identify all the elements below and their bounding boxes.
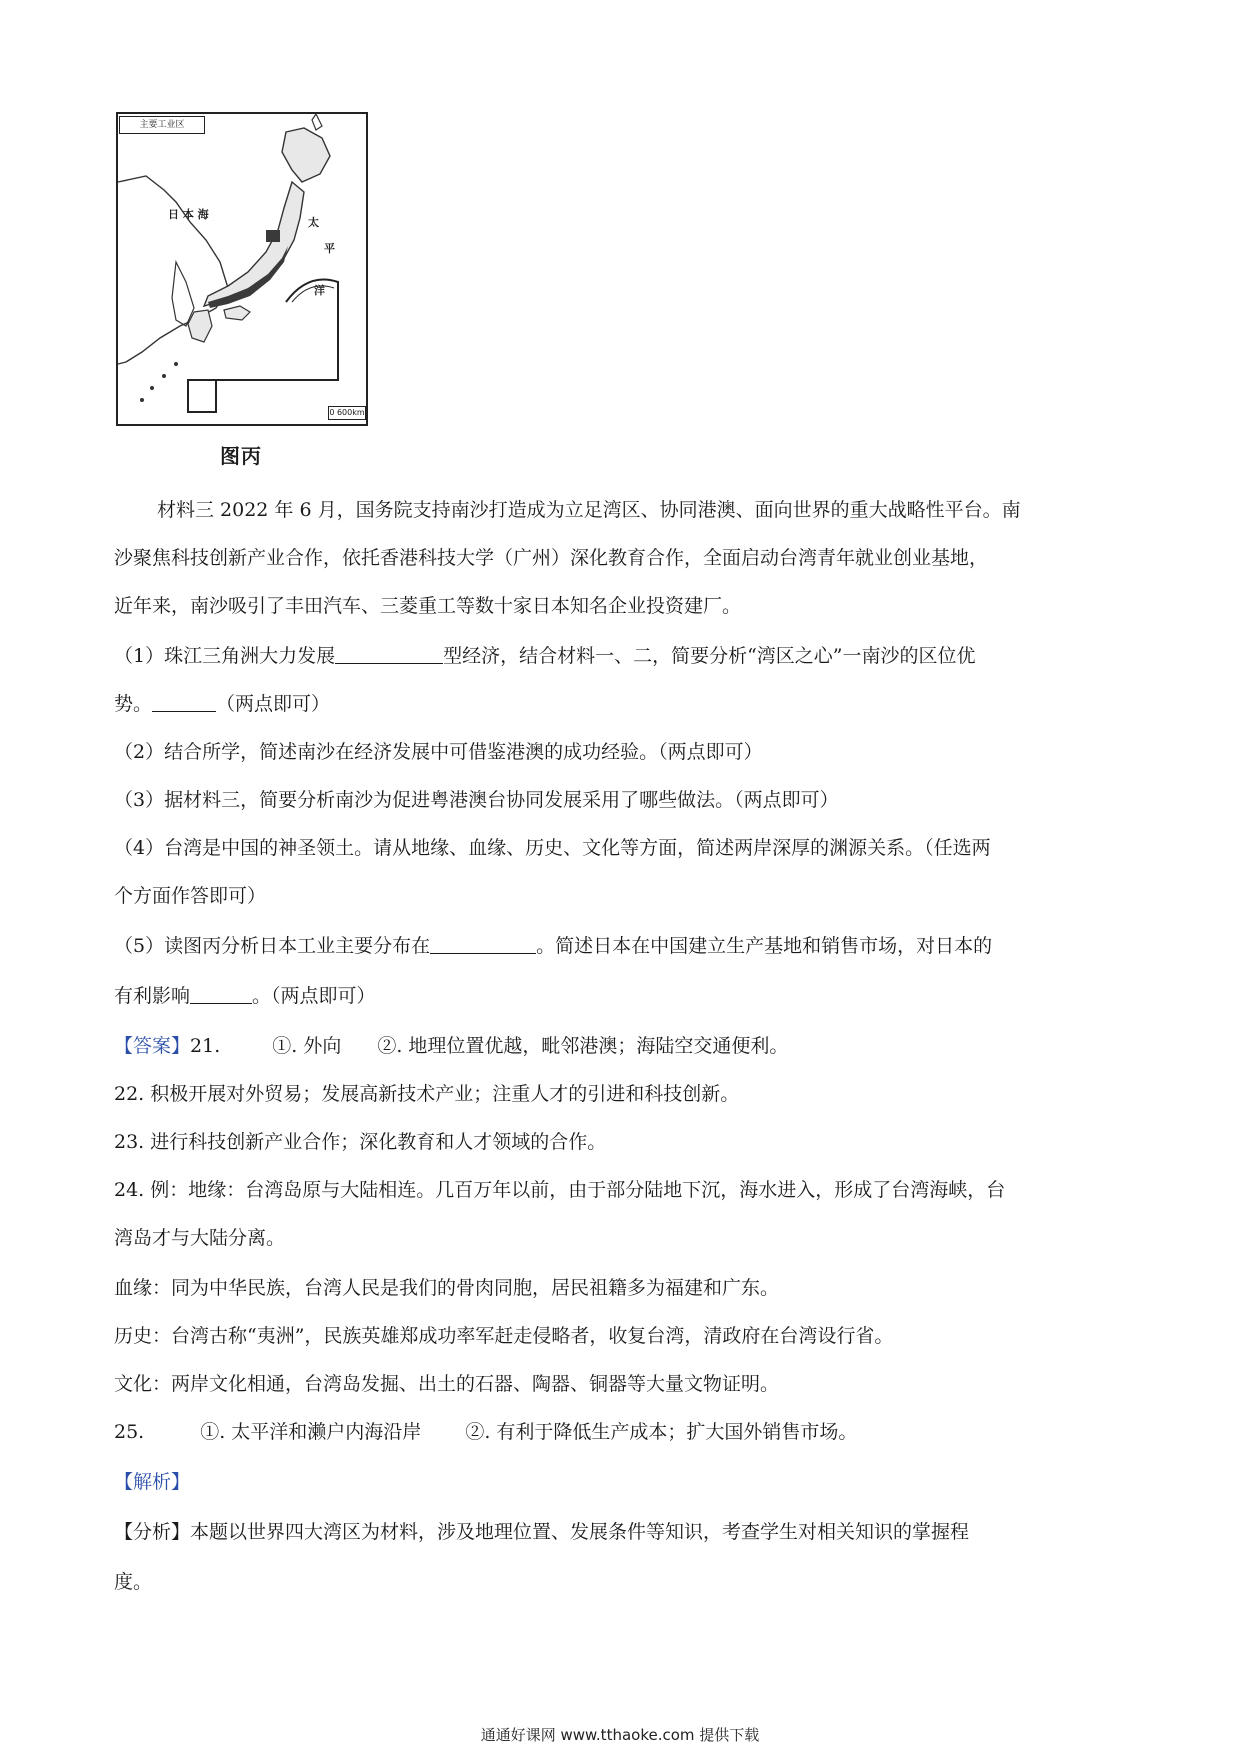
q1-text-a: （1）珠江三角洲大力发展 [114,645,336,667]
answer-24-line2: 湾岛才与大陆分离。 [114,1227,286,1249]
analysis-tag: 【解析】 [114,1471,191,1493]
q1-text-d: （两点即可） [216,693,331,715]
q5-text-a: （5）读图丙分析日本工业主要分布在 [114,935,431,957]
answer-21 [114,1032,1134,1060]
material3-line1: 材料三 2022 年 6 月，国务院支持南沙打造成为立足湾区、协同港澳、面向世界的重大战略性平台。南 [157,499,1021,521]
q5-text-d: 。（两点即可） [252,985,376,1007]
map-scale: 0 600km [328,406,366,420]
map-label-ocean-2: 平 [324,242,335,255]
answer-25-number: 25. [114,1421,145,1443]
q1-text-b: 型经济，结合材料一、二，简要分析“湾区之心”一南沙的区位优 [443,645,976,667]
figure-caption: 图丙 [220,444,262,468]
answer-21-part1: ①. 外向 [272,1035,342,1057]
answer-25-part2: ②. 有利于降低生产成本；扩大国外销售市场。 [465,1421,858,1443]
q1-blank [335,643,443,664]
question-5-line1 [114,932,1134,960]
question-4-line1: （4）台湾是中国的神圣领土。请从地缘、血缘、历史、文化等方面，简述两岸深厚的渊源关系。（任选两 [114,837,991,859]
q5-text-b: 。简述日本在中国建立生产基地和销售市场，对日本的 [536,935,993,957]
question-3: （3）据材料三，简要分析南沙为促进粤港澳台协同发展采用了哪些做法。（两点即可） [114,789,839,811]
q5-blank [430,933,536,954]
answer-21-number: 21. [190,1035,221,1057]
answer-24-history: 历史：台湾古称“夷洲”，民族英雄郑成功率军赶走侵略者，收复台湾，清政府在台湾设行省。 [114,1325,894,1347]
map-legend: 主要工业区 [119,116,205,134]
answer-24-blood: 血缘：同为中华民族，台湾人民是我们的骨肉同胞，居民祖籍多为福建和广东。 [114,1277,780,1299]
question-2: （2）结合所学，简述南沙在经济发展中可借鉴港澳的成功经验。（两点即可） [114,741,763,763]
map-label-sea: 日 本 海 [168,208,209,221]
map-label-ocean-1: 太 [308,216,319,229]
question-5-line2 [114,982,1134,1010]
analysis-line1: 【分析】本题以世界四大湾区为材料，涉及地理位置、发展条件等知识，考查学生对相关知识的掌握程 [114,1521,970,1543]
map-label-ocean-3: 洋 [314,284,325,297]
question-4-line2: 个方面作答即可） [114,885,267,907]
japan-industry-map [116,112,370,428]
question-1-line1 [114,642,1134,670]
map-drawing [116,112,370,428]
answer-22: 22. 积极开展对外贸易；发展高新技术产业；注重人才的引进和科技创新。 [114,1083,740,1105]
q1-blank-2 [152,691,216,712]
answer-25 [114,1418,1134,1446]
q1-text-c: 势。 [114,693,153,715]
q5-blank-2 [190,983,252,1004]
question-1-line2 [114,690,1134,718]
answer-tag: 【答案】 [114,1035,191,1057]
answer-21-part2: ②. 地理位置优越，毗邻港澳；海陆空交通便利。 [377,1035,789,1057]
material3-line2: 沙聚焦科技创新产业合作，依托香港科技大学（广州）深化教育合作，全面启动台湾青年就业创业基地， [114,547,989,569]
analysis-line2: 度。 [114,1571,153,1593]
material3-line3: 近年来，南沙吸引了丰田汽车、三菱重工等数十家日本知名企业投资建厂。 [114,595,742,617]
page-footer: 通通好课网 www.tthaoke.com 提供下载 [480,1726,760,1744]
answer-24-line1: 24. 例：地缘：台湾岛原与大陆相连。几百万年以前，由于部分陆地下沉，海水进入，形成了台湾海峡，台 [114,1179,1006,1201]
answer-24-culture: 文化：两岸文化相通，台湾岛发掘、出土的石器、陶器、铜器等大量文物证明。 [114,1373,780,1395]
answer-25-part1: ①. 太平洋和濑户内海沿岸 [200,1421,422,1443]
q5-text-c: 有利影响 [114,985,191,1007]
answer-23: 23. 进行科技创新产业合作；深化教育和人才领域的合作。 [114,1131,607,1153]
